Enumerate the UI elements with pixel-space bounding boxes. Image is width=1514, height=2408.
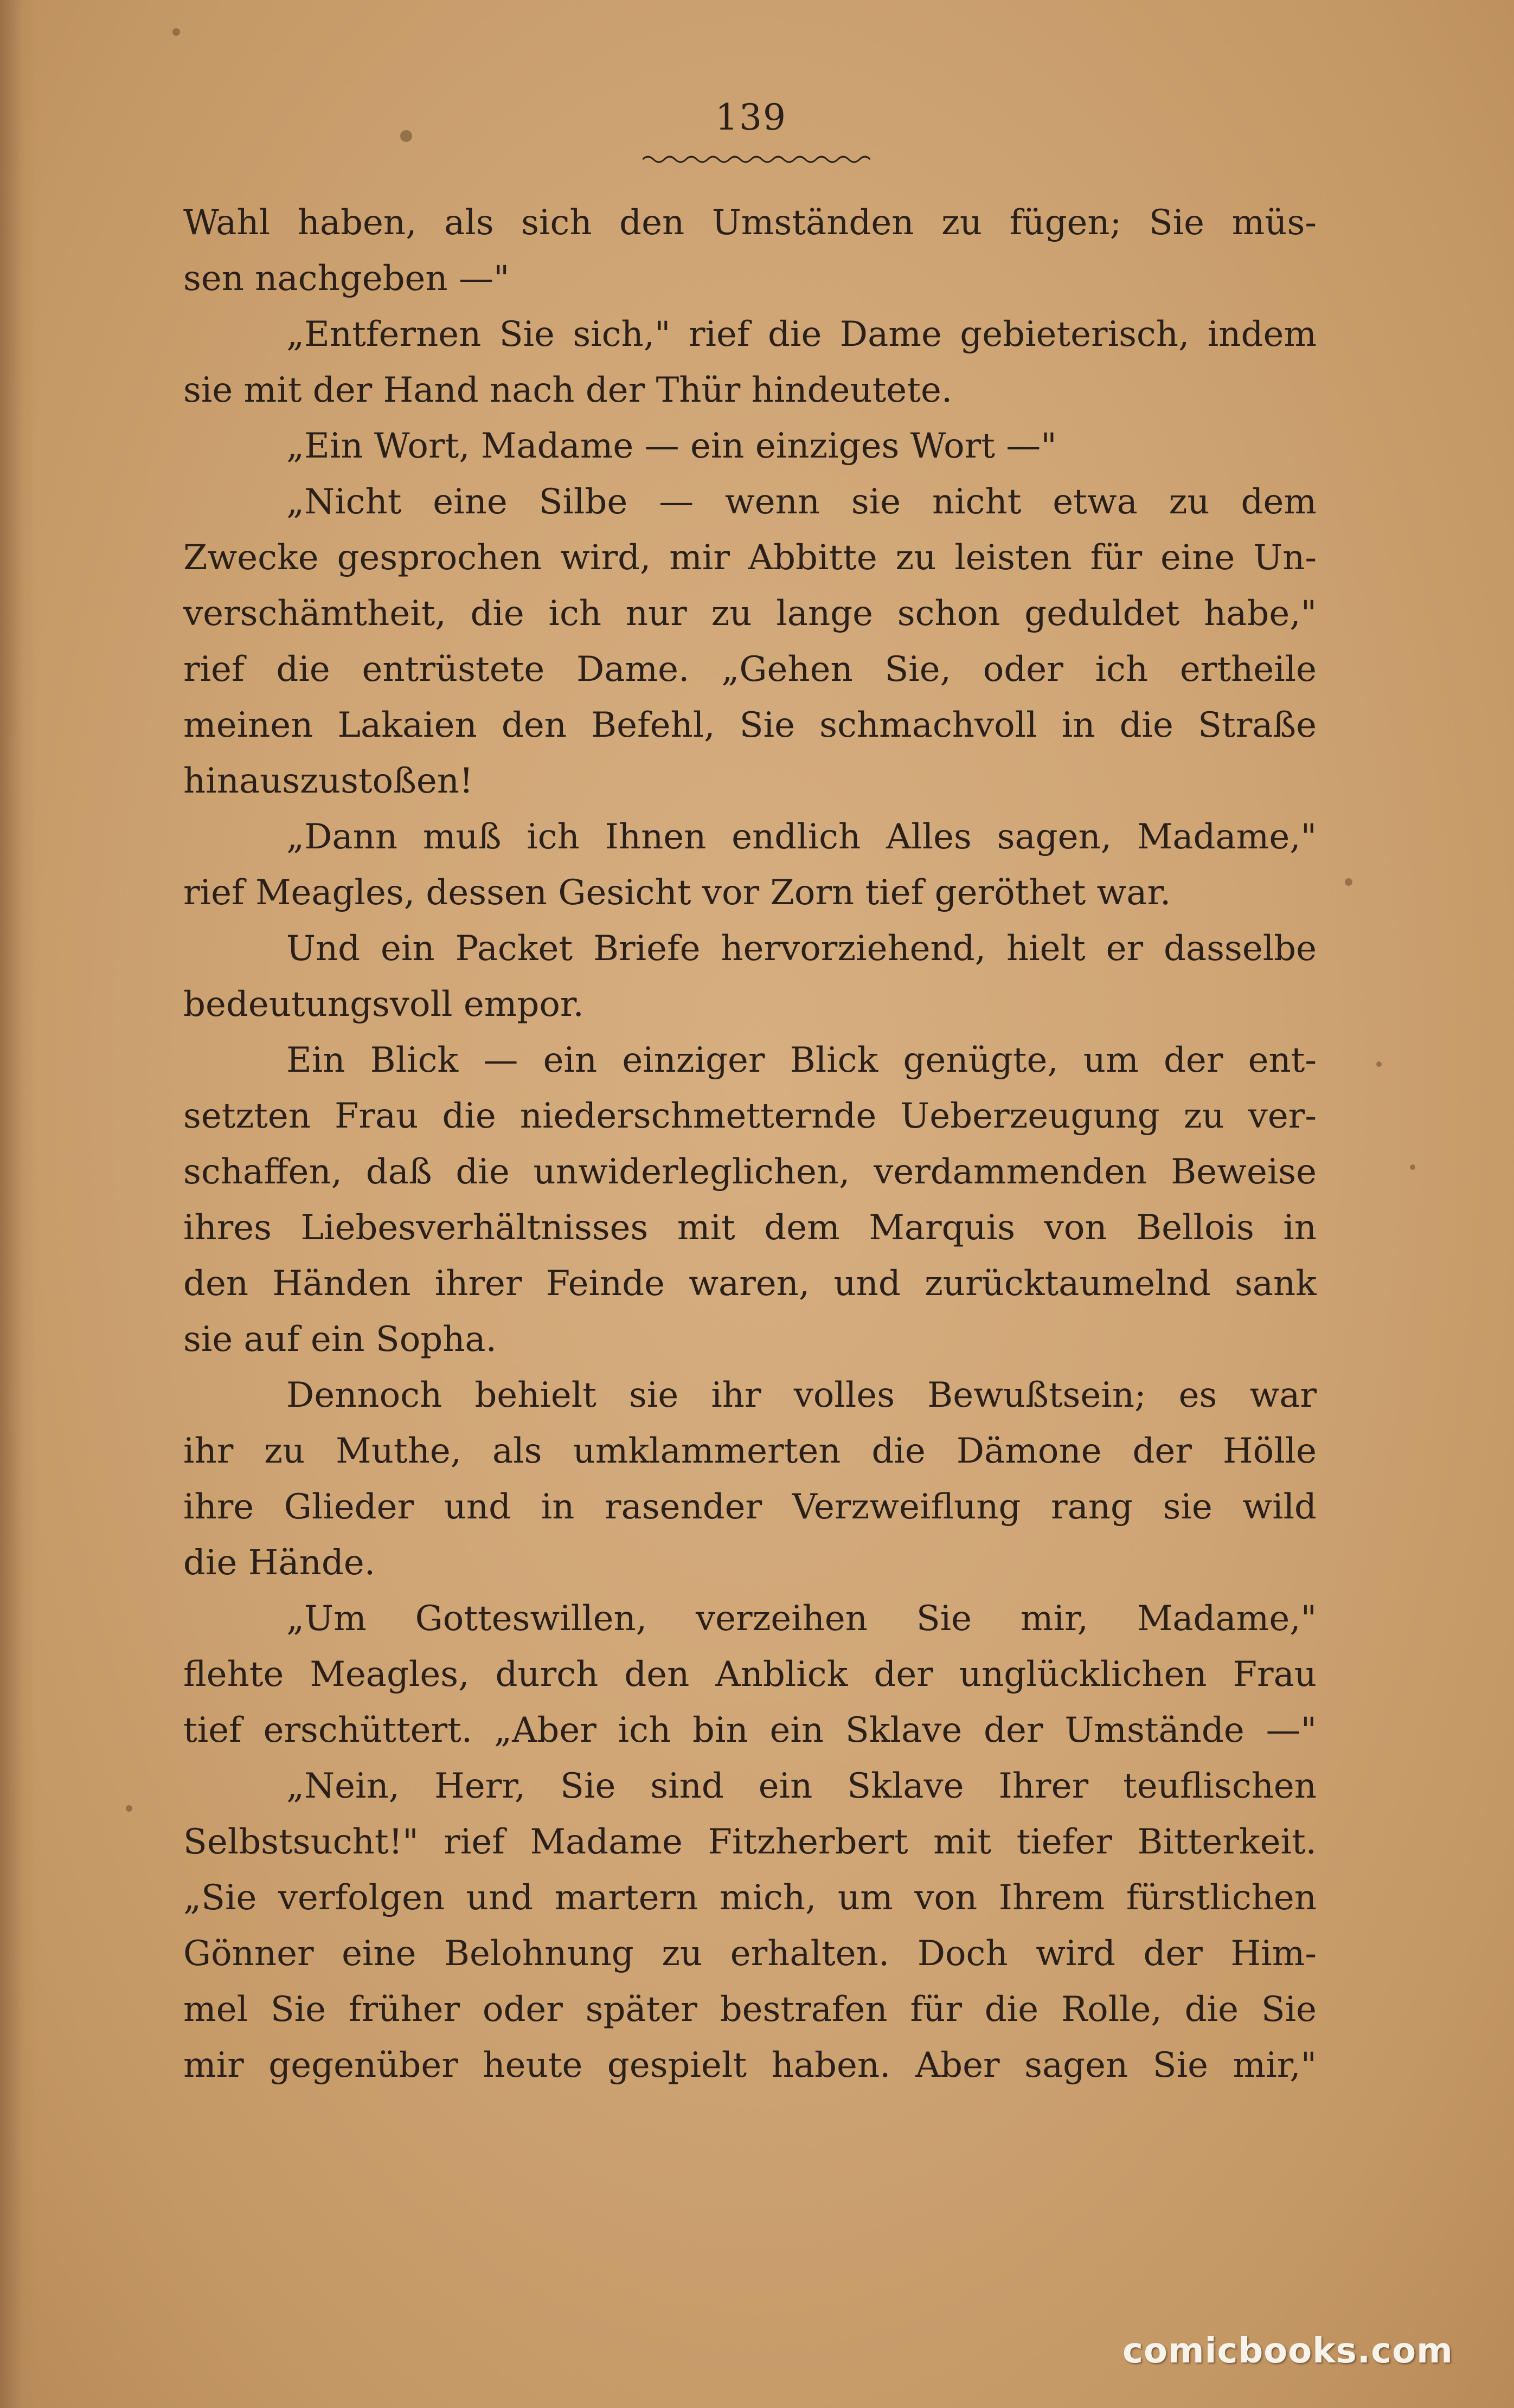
paper-speck (172, 28, 180, 36)
text-line: tief erschüttert. „Aber ich bin ein Sklave der Umstände —" (183, 1710, 1317, 1750)
text-line: Wahl haben, als sich den Umständen zu fügen; Sie müs- (183, 203, 1317, 243)
text-line: verschämtheit, die ich nur zu lange schon geduldet habe," (183, 594, 1317, 634)
paper-speck (1410, 1164, 1415, 1170)
text-line: bedeutungsvoll empor. (183, 984, 584, 1025)
text-line: schaffen, daß die unwiderleglichen, verdammenden Beweise (183, 1152, 1317, 1192)
scan-edge-shadow (0, 0, 38, 2408)
text-line: „Nein, Herr, Sie sind ein Sklave Ihrer teuflischen (286, 1766, 1317, 1806)
text-line: ihres Liebesverhältnisses mit dem Marquis von Bellois in (183, 1208, 1317, 1248)
text-line: „Dann muß ich Ihnen endlich Alles sagen, Madame," (286, 817, 1317, 857)
text-line: „Sie verfolgen und martern mich, um von Ihrem fürstlichen (183, 1878, 1317, 1918)
text-line: die Hände. (183, 1543, 376, 1583)
text-line: hinauszustoßen! (183, 761, 473, 801)
paper-speck (1345, 878, 1352, 886)
text-line: „Entfernen Sie sich," rief die Dame gebieterisch, indem (286, 314, 1317, 355)
text-line: mel Sie früher oder später bestrafen für die Rolle, die Sie (183, 1990, 1317, 2030)
text-line: Zwecke gesprochen wird, mir Abbitte zu leisten für eine Un- (183, 538, 1317, 578)
text-line: „Um Gotteswillen, verzeihen Sie mir, Madame," (286, 1599, 1317, 1639)
paper-speck (1376, 1061, 1382, 1067)
text-line: Gönner eine Belohnung zu erhalten. Doch wird der Him- (183, 1934, 1317, 1974)
paper-speck (126, 1805, 132, 1812)
text-line: Und ein Packet Briefe hervorziehend, hielt er dasselbe (286, 929, 1317, 969)
text-line: rief die entrüstete Dame. „Gehen Sie, oder ich ertheile (183, 649, 1317, 690)
text-line: Ein Blick — ein einziger Blick genügte, um der ent- (286, 1040, 1317, 1080)
header-rule (643, 153, 870, 166)
text-line: Dennoch behielt sie ihr volles Bewußtsein; es war (286, 1375, 1317, 1415)
text-line: ihr zu Muthe, als umklammerten die Dämone der Hölle (183, 1431, 1317, 1471)
page-number: 139 (715, 96, 787, 138)
text-line: rief Meagles, dessen Gesicht vor Zorn tief geröthet war. (183, 873, 1171, 913)
text-line: setzten Frau die niederschmetternde Ueberzeugung zu ver- (183, 1096, 1317, 1136)
text-line: sie mit der Hand nach der Thür hindeutete. (183, 370, 953, 410)
text-line: mir gegenüber heute gespielt haben. Aber sagen Sie mir," (183, 2045, 1317, 2085)
paper-speck (400, 130, 412, 142)
text-line: meinen Lakaien den Befehl, Sie schmachvoll in die Straße (183, 705, 1317, 745)
text-line: sie auf ein Sopha. (183, 1319, 497, 1360)
page-text (183, 195, 1317, 2094)
text-line: sen nachgeben —" (183, 259, 510, 299)
text-line: ihre Glieder und in rasender Verzweiflung rang sie wild (183, 1487, 1317, 1527)
text-line: Selbstsucht!" rief Madame Fitzherbert mit tiefer Bitterkeit. (183, 1822, 1317, 1862)
watermark: comicbooks.com (1122, 2331, 1453, 2371)
text-line: den Händen ihrer Feinde waren, und zurücktaumelnd sank (183, 1264, 1317, 1304)
text-line: „Nicht eine Silbe — wenn sie nicht etwa zu dem (286, 482, 1317, 522)
text-line: flehte Meagles, durch den Anblick der unglücklichen Frau (183, 1654, 1317, 1695)
text-line: „Ein Wort, Madame — ein einziges Wort —" (286, 426, 1057, 466)
